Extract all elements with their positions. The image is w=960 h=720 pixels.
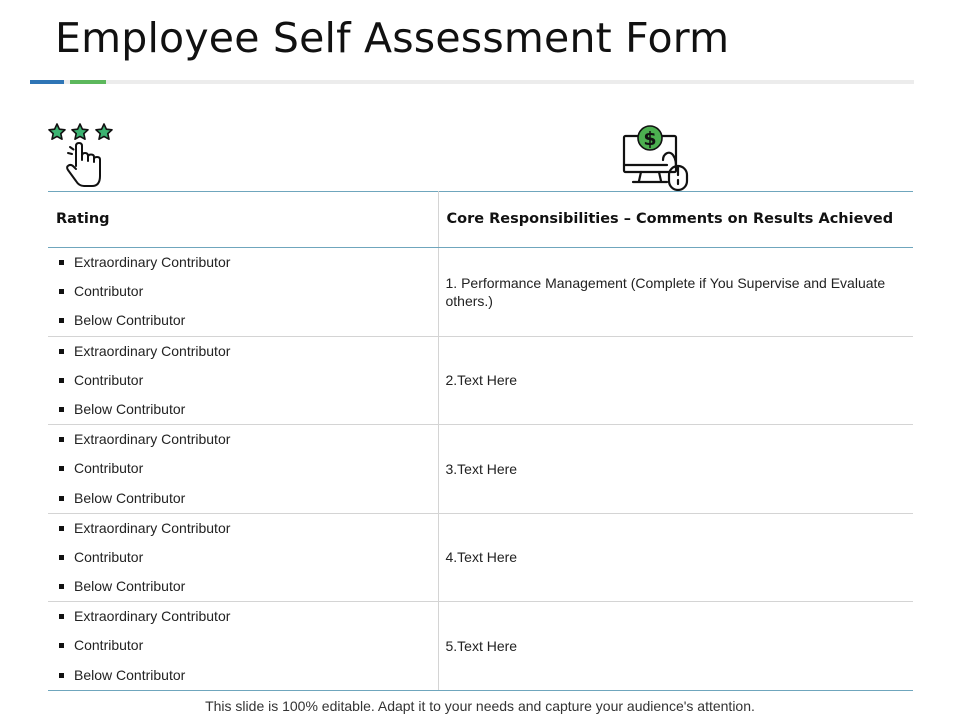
comment-cell: 1. Performance Management (Complete if You Supervise and Evaluate others.)	[438, 248, 913, 337]
rating-option: Contributor	[56, 366, 438, 395]
comment-cell: 5.Text Here	[438, 602, 913, 691]
rating-option: Below Contributor	[56, 395, 438, 424]
rating-column-header: Rating	[48, 192, 438, 248]
rating-options	[56, 337, 438, 425]
svg-text:$: $	[643, 128, 657, 150]
accent-bar-blue	[30, 80, 64, 84]
rating-option: Extraordinary Contributor	[56, 602, 438, 631]
comments-column-header: Core Responsibilities – Comments on Results Achieved	[438, 192, 913, 248]
rating-option: Contributor	[56, 631, 438, 660]
comment-cell: 2.Text Here	[438, 336, 913, 425]
rating-option: Below Contributor	[56, 572, 438, 601]
table-row	[48, 513, 913, 602]
rating-option: Below Contributor	[56, 484, 438, 513]
table-row	[48, 248, 913, 337]
rating-option: Contributor	[56, 277, 438, 306]
rating-option: Below Contributor	[56, 661, 438, 690]
table-row	[48, 602, 913, 691]
rating-cell	[48, 602, 438, 691]
rating-options	[56, 602, 438, 690]
rating-cell	[48, 248, 438, 337]
footer-note: This slide is 100% editable. Adapt it to your needs and capture your audience's attention.	[205, 698, 755, 714]
rating-cell	[48, 425, 438, 514]
rating-options	[56, 514, 438, 602]
rating-cell	[48, 336, 438, 425]
rating-option: Extraordinary Contributor	[56, 337, 438, 366]
page-title: Employee Self Assessment Form	[55, 14, 730, 62]
stars-hand-icon	[46, 120, 118, 190]
monitor-dollar-mouse-icon	[619, 124, 693, 192]
table-row	[48, 425, 913, 514]
assessment-table	[48, 191, 913, 691]
table-header-row	[48, 192, 913, 248]
rating-option: Extraordinary Contributor	[56, 248, 438, 277]
accent-bar-green	[70, 80, 106, 84]
rating-options	[56, 425, 438, 513]
rating-option: Below Contributor	[56, 306, 438, 335]
comment-cell: 3.Text Here	[438, 425, 913, 514]
rating-options	[56, 248, 438, 336]
rating-option: Contributor	[56, 454, 438, 483]
comment-cell: 4.Text Here	[438, 513, 913, 602]
table-body	[48, 248, 913, 691]
rating-option: Extraordinary Contributor	[56, 514, 438, 543]
title-divider	[30, 80, 914, 84]
rating-cell	[48, 513, 438, 602]
rating-option: Extraordinary Contributor	[56, 425, 438, 454]
table-row	[48, 336, 913, 425]
rating-option: Contributor	[56, 543, 438, 572]
